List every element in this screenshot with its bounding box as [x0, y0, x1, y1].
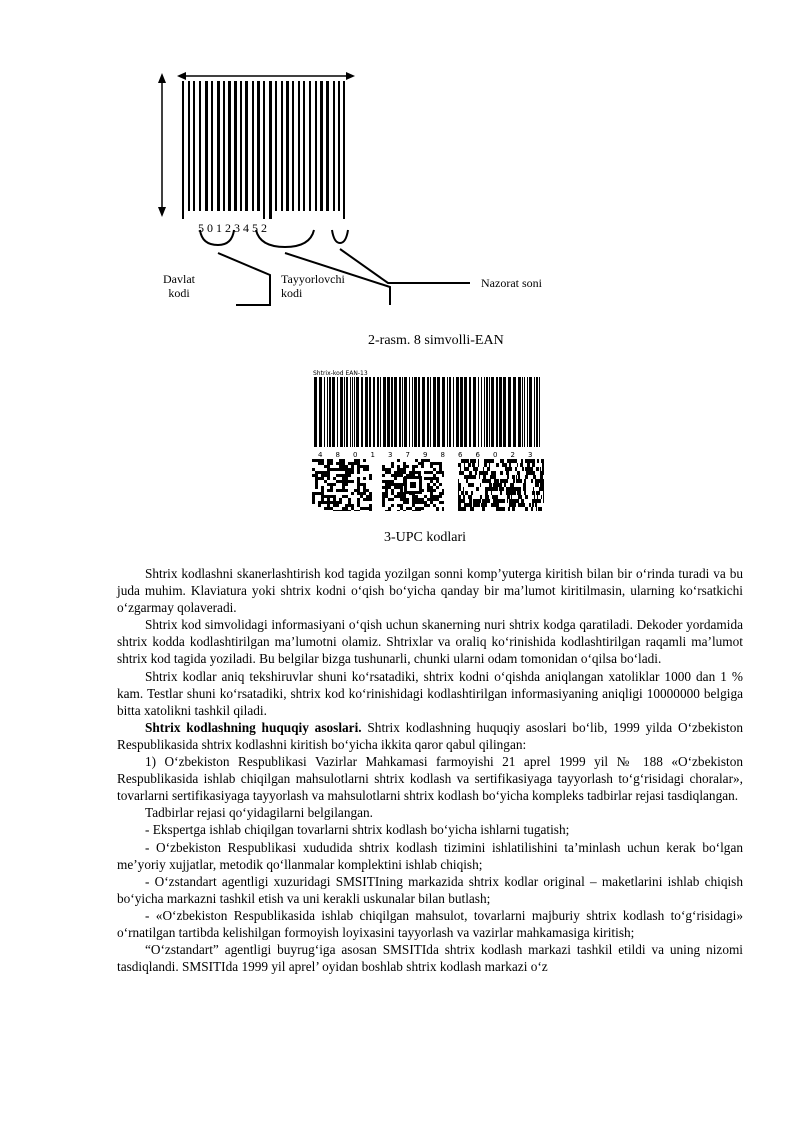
ean13-digit: 2	[510, 451, 515, 459]
ean13-digit: 1	[370, 451, 375, 459]
list-item-4: - «O‘zbekiston Respublikasida ishlab chiqilgan mahsulot, tovarlarni majburiy shtrix kodlash to‘g‘risidagi» o‘rnatilgan tartibda kelishilgan formoyish loyixasini tayyorlash va vazirlar mahkamasiga kiritish;	[117, 907, 743, 940]
ean13-digit: 0	[353, 451, 358, 459]
manufacturer-code-label-line1: Tayyorlovchi	[281, 272, 345, 286]
list-item-3: - O‘zstandart agentligi xuzuridagi SMSITIning markazida shtrix kodlar original – maketlarini ishlab chiqish bo‘yicha markazni tashkil etish va uni kerakli uskunalar bilan butlash;	[117, 873, 743, 906]
pdf417-code-1	[312, 459, 372, 511]
ean13-digit: 6	[458, 451, 463, 459]
ean8-figure	[150, 65, 570, 315]
paragraph-3: Shtrix kodlar aniq tekshiruvlar shuni ko‘rsatadiki, shtrix kodni o‘qishda aniqlangan xatoliklar 1000 dan 1 % kam. Testlar shuni ko‘rsatadiki, shtrix kod ko‘rinishidagi kodlashtirilgan informasiyaning aniqligi 10000000 belgiga bitta xatolikni tashkil qiladi.	[117, 668, 743, 718]
paragraph-4	[117, 719, 743, 753]
check-digit-label: Nazorat soni	[481, 276, 542, 290]
manufacturer-code-label	[281, 272, 345, 300]
figure-3-caption: 3-UPC kodlari	[384, 530, 467, 545]
body-text	[117, 565, 743, 975]
ean13-top-text: Shtrix-kod EAN-13	[313, 370, 368, 377]
ean13-digit: 4	[318, 451, 323, 459]
ean13-digit: 7	[405, 451, 410, 459]
ean8-digits: 5 0 1 2 3 4 5 2	[198, 221, 267, 235]
manufacturer-code-label-line2: kodi	[281, 286, 303, 300]
paragraph-5: 1) O‘zbekiston Respublikasi Vazirlar Mahkamasi farmoyishi 21 aprel 1999 yil № 188 «O‘zbekiston Respublikasida ishlab chiqilgan mahsulotlarni shtrix kodlash va sertifikasiyaga tayyorlash to‘g‘risidagi choralar», tovarlarni sertifikasiyaga tayyorlash va mahsulotlarni shtrix kodlash bo‘yicha kompleks tadbirlar rejasi tasdiqlangan.	[117, 754, 743, 804]
ean13-digit: 8	[440, 451, 445, 459]
paragraph-6: Tadbirlar rejasi qo‘yidagilarni belgilangan.	[145, 805, 373, 821]
qr-code	[382, 459, 444, 511]
paragraph-2: Shtrix kod simvolidagi informasiyani o‘qish uchun skanerning nuri shtrix kodga qaratiladi. Dekoder yordamida shtrix kodda kodlashtirilgan ma’lumotni olamiz. Shtrixlar va oraliq ko‘rinishida kodlashtirilgan raqamli ma’lumot shtrix kod tagida yoziladi. Bu belgilar bizga tushunarli, chunki ularni odam tomonidan o‘qilsa bo‘ladi.	[117, 617, 743, 667]
ean13-digit: 3	[528, 451, 533, 459]
figure-2-caption: 2-rasm. 8 simvolli-EAN	[368, 333, 504, 348]
paragraph-4-text: Shtrix kodlashning huquqiy asoslari bo‘lib, 1999 yilda O‘zbekiston Respublikasida shtrix kodlashni kiritish bo‘yicha ikkita qaror qabul qilingan:	[117, 719, 743, 752]
ean13-digit: 6	[475, 451, 480, 459]
paragraph-7: “O‘zstandart” agentligi buyrug‘iga asosan SMSITIda shtrix kodlash markazi tashkil etildi va uning nizomi tasdiqlandi. SMSITIda 1999 yil aprel’ oyidan boshlab shtrix kodlash markazi o‘z	[117, 942, 743, 975]
country-code-label-line1: Davlat	[163, 272, 195, 286]
list-item-2: - O‘zbekiston Respublikasi xududida shtrix kodlash tizimini ishlatilishini ta’minlash uchun kerak bo‘lgan me’yoriy xujjatlar, metodik qo‘llanmalar komplektini ishlab chiqish;	[117, 839, 743, 872]
country-code-label-line2: kodi	[168, 286, 190, 300]
list-item-1: - Ekspertga ishlab chiqilgan tovarlarni shtrix kodlash bo‘yicha ishlarni tugatish;	[145, 822, 570, 838]
ean13-digit: 0	[493, 451, 498, 459]
ean13-digit: 3	[388, 451, 393, 459]
pdf417-code-2	[458, 459, 544, 511]
section-heading: Shtrix kodlashning huquqiy asoslari.	[145, 719, 362, 735]
ean13-digit: 8	[335, 451, 340, 459]
ean13-digit: 9	[423, 451, 428, 459]
ean13-barcode	[310, 368, 548, 460]
ean8-bars	[182, 81, 345, 219]
country-code-label	[161, 272, 197, 300]
paragraph-1: Shtrix kodlashni skanerlashtirish kod tagida yozilgan sonni komp’yuterga kiritish bilan bir o‘rinda turadi va bu juda muhim. Klaviatura yoki shtrix kodni o‘qish bo‘yicha qanday bir ma’lumot kiritilmasin, ularning ko‘rsatkichi o‘zgarmay qolaveradi.	[117, 566, 743, 616]
